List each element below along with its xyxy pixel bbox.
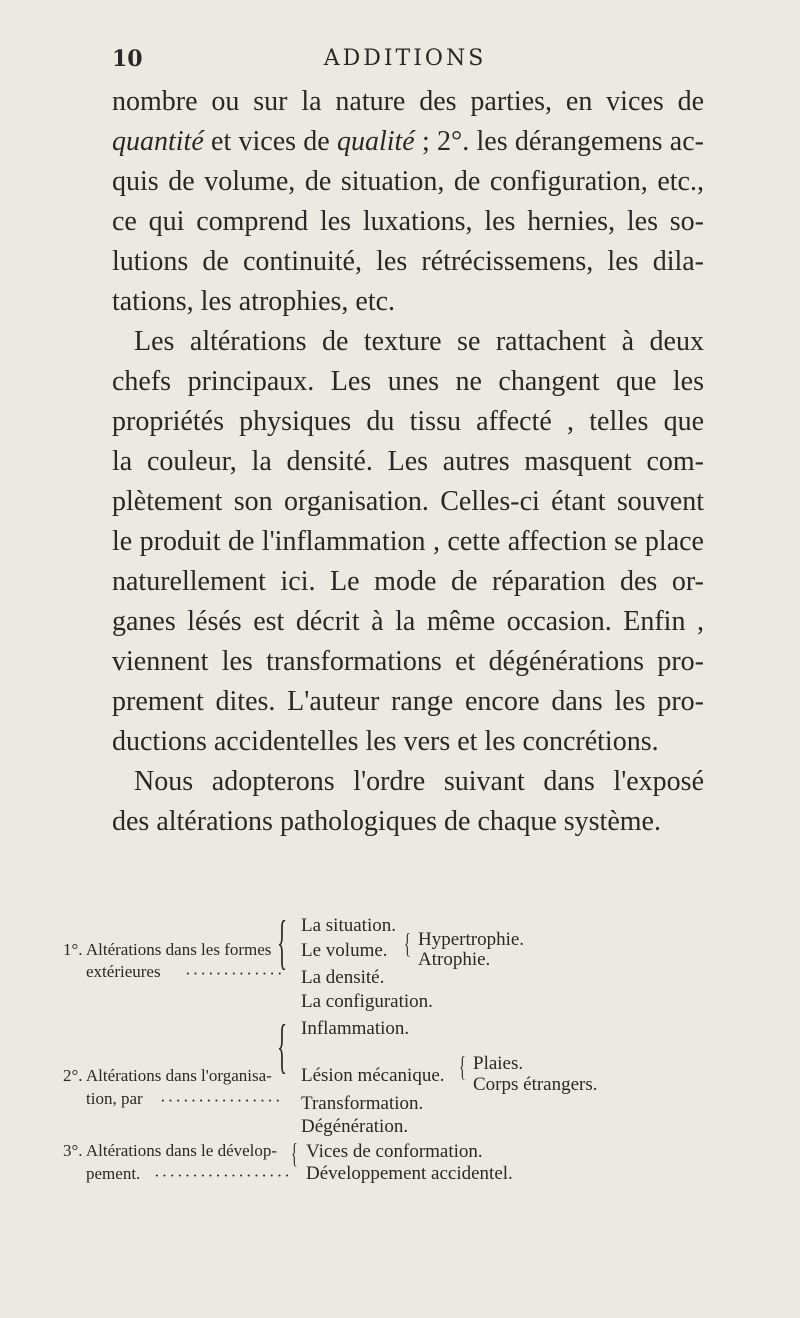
group2-lesion-sub1: Plaies.	[473, 1053, 524, 1074]
group1-item-situation: La situation.	[301, 915, 396, 936]
text-line: prement dites. L'auteur range encore dans les pro-	[112, 686, 704, 717]
text-line: chefs principaux. Les unes ne changent que les	[112, 366, 704, 397]
group3-item-vices: Vices de conformation.	[306, 1141, 483, 1162]
group1-volume-sub1: Hypertrophie.	[418, 929, 525, 950]
group3-label-line1: 3°. Altérations dans le dévelop-	[63, 1141, 278, 1160]
text-line: Nous adopterons l'ordre suivant dans l'exposé	[134, 766, 704, 797]
group1-item-configuration: La configuration.	[301, 991, 433, 1012]
group3-leader: ··················	[154, 1166, 292, 1185]
text-line: quis de volume, de situation, de configuration, etc.,	[112, 166, 704, 197]
group1-volume-brace: {	[404, 929, 411, 960]
group1-item-densite: La densité.	[301, 967, 385, 988]
group2-label-line2: tion, par	[86, 1089, 143, 1108]
group1-item-volume: Le volume.	[301, 940, 388, 961]
text-line: propriétés physiques du tissu affecté , telles que	[112, 406, 704, 437]
group1-label-line2: extérieures	[86, 962, 161, 981]
group2-label-line1: 2°. Altérations dans l'organisa-	[63, 1066, 272, 1085]
group3-brace: {	[291, 1139, 298, 1170]
group1-volume-sub2: Atrophie.	[418, 949, 491, 970]
group2-lesion-sub2: Corps étrangers.	[473, 1074, 598, 1095]
text-line: viennent les transformations et dégénérations pro-	[112, 646, 704, 677]
group3-item-developpement: Développement accidentel.	[306, 1163, 513, 1184]
text-line: le produit de l'inflammation , cette affection se place	[112, 526, 704, 557]
text-line: plètement son organisation. Celles-ci étant souvent	[112, 486, 704, 517]
group2-brace: {	[277, 1013, 288, 1079]
text-line: Les altérations de texture se rattachent à deux	[134, 326, 704, 357]
group1-brace: {	[277, 909, 288, 975]
running-title: ADDITIONS	[323, 46, 487, 71]
text-line: la couleur, la densité. Les autres masquent com-	[112, 446, 704, 477]
text-line: quantité et vices de qualité ; 2°. les dérangemens ac-	[112, 126, 704, 157]
group1-label-line1: 1°. Altérations dans les formes	[63, 940, 272, 959]
text-line: des altérations pathologiques de chaque système.	[112, 806, 661, 837]
text-line: nombre ou sur la nature des parties, en vices de	[112, 86, 704, 117]
page-number: 10	[112, 46, 143, 72]
group2-item-lesion: Lésion mécanique.	[301, 1065, 445, 1086]
text-line: ganes lésés est décrit à la même occasion. Enfin ,	[112, 606, 704, 637]
group2-item-inflammation: Inflammation.	[301, 1018, 410, 1039]
text-line: naturellement ici. Le mode de réparation des or-	[112, 566, 704, 597]
text-line: ductions accidentelles les vers et les concrétions.	[112, 726, 659, 757]
group2-lesion-brace: {	[459, 1052, 466, 1083]
group3-label-line2: pement.	[86, 1164, 141, 1183]
group2-item-transformation: Transformation.	[301, 1093, 424, 1114]
text-line: tations, les atrophies, etc.	[112, 286, 396, 317]
group1-leader: ·············	[185, 964, 285, 983]
group2-leader: ················	[160, 1091, 283, 1110]
text-line: ce qui comprend les luxations, les hernies, les so-	[112, 206, 704, 237]
group2-item-degeneration: Dégénération.	[301, 1116, 409, 1137]
text-line: lutions de continuité, les rétrécissemens, les dila-	[112, 246, 704, 277]
